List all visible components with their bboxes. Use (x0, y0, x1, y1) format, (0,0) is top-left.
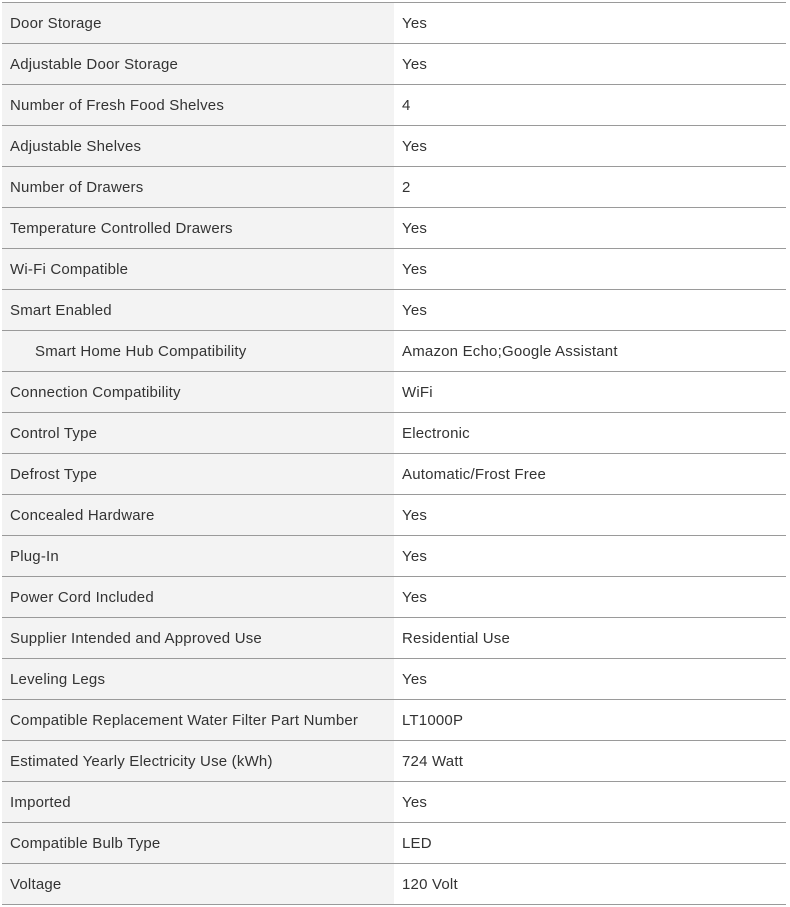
spec-name-cell: Temperature Controlled Drawers (2, 208, 394, 248)
spec-value-cell: Yes (394, 3, 786, 43)
spec-value-cell: Yes (394, 495, 786, 535)
spec-name-cell: Adjustable Door Storage (2, 44, 394, 84)
specifications-table (2, 2, 786, 905)
table-row (2, 495, 786, 536)
spec-value-cell: 4 (394, 85, 786, 125)
spec-name-cell: Concealed Hardware (2, 495, 394, 535)
spec-name-cell: Number of Fresh Food Shelves (2, 85, 394, 125)
spec-value-cell: Yes (394, 208, 786, 248)
table-row (2, 536, 786, 577)
spec-value-cell: 120 Volt (394, 864, 786, 904)
table-row (2, 741, 786, 782)
spec-value-cell: Yes (394, 782, 786, 822)
spec-name-cell: Wi-Fi Compatible (2, 249, 394, 289)
table-row (2, 823, 786, 864)
table-row (2, 290, 786, 331)
spec-value-cell: Yes (394, 659, 786, 699)
spec-value-cell: Yes (394, 44, 786, 84)
table-row (2, 700, 786, 741)
spec-name-cell: Supplier Intended and Approved Use (2, 618, 394, 658)
spec-value-cell: Yes (394, 536, 786, 576)
spec-name-cell: Defrost Type (2, 454, 394, 494)
spec-name-cell: Leveling Legs (2, 659, 394, 699)
spec-value-cell: Yes (394, 249, 786, 289)
spec-value-cell: Yes (394, 126, 786, 166)
table-row (2, 659, 786, 700)
spec-value-cell: Residential Use (394, 618, 786, 658)
spec-name-cell: Control Type (2, 413, 394, 453)
table-row (2, 126, 786, 167)
spec-name-cell: Smart Enabled (2, 290, 394, 330)
table-row (2, 167, 786, 208)
spec-name-cell: Smart Home Hub Compatibility (2, 331, 394, 371)
table-row (2, 413, 786, 454)
table-row (2, 577, 786, 618)
spec-value-cell: 2 (394, 167, 786, 207)
spec-name-cell: Number of Drawers (2, 167, 394, 207)
spec-name-cell: Voltage (2, 864, 394, 904)
table-row (2, 331, 786, 372)
table-row (2, 44, 786, 85)
table-row (2, 618, 786, 659)
table-row (2, 85, 786, 126)
spec-value-cell: LT1000P (394, 700, 786, 740)
table-row (2, 864, 786, 905)
spec-value-cell: Yes (394, 290, 786, 330)
spec-value-cell: LED (394, 823, 786, 863)
spec-name-cell: Compatible Bulb Type (2, 823, 394, 863)
table-row (2, 372, 786, 413)
spec-name-cell: Estimated Yearly Electricity Use (kWh) (2, 741, 394, 781)
spec-value-cell: Amazon Echo;Google Assistant (394, 331, 786, 371)
spec-name-cell: Compatible Replacement Water Filter Part Number (2, 700, 394, 740)
spec-value-cell: 724 Watt (394, 741, 786, 781)
spec-name-cell: Imported (2, 782, 394, 822)
spec-name-cell: Power Cord Included (2, 577, 394, 617)
spec-value-cell: WiFi (394, 372, 786, 412)
spec-value-cell: Automatic/Frost Free (394, 454, 786, 494)
table-row (2, 3, 786, 44)
spec-name-cell: Plug-In (2, 536, 394, 576)
spec-value-cell: Electronic (394, 413, 786, 453)
spec-name-cell: Door Storage (2, 3, 394, 43)
table-row (2, 454, 786, 495)
spec-value-cell: Yes (394, 577, 786, 617)
table-row (2, 208, 786, 249)
table-row (2, 782, 786, 823)
spec-name-cell: Adjustable Shelves (2, 126, 394, 166)
table-row (2, 249, 786, 290)
spec-name-cell: Connection Compatibility (2, 372, 394, 412)
